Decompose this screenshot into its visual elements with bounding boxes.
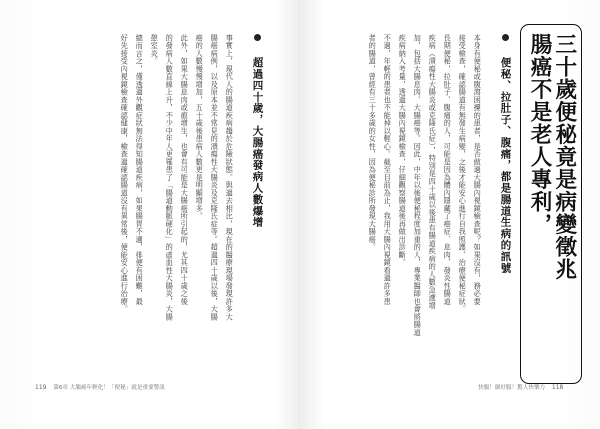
left-body-column-1: 事實上，現代人的腸道疾病趨於危險狀態。與過去相比，現在的醫療現場發現許多大: [225, 34, 235, 321]
left-footer: [30, 383, 165, 391]
left-body-column-5: 的發病人數直線上升，不少中年人更罹患了「腸道動脈硬化」的虛血性大腸炎，大腸: [165, 34, 175, 321]
chapter-title-line-1: 腸癌不是老人專利，: [527, 33, 552, 236]
right-body-column-8: 者的腸道，曾經有三十多歲的女性，因為便秘診所發現大腸癌。: [368, 34, 378, 251]
chapter-title-line-2: 三十歲便秘竟是病變徵兆: [551, 33, 577, 281]
right-body-column-5: 加，包括大腸息肉、大腸癌等。因此，中年以後便秘程度加重的人，專業醫師也會將腸道: [413, 34, 423, 337]
bullet-icon: [502, 34, 509, 41]
right-body-column-7: 不過，年輕的患者也不能掉以輕心。截至目前為止，我用大腸內視鏡看過許多患: [383, 34, 393, 306]
right-body-column-4: 疾病（潰瘍性大腸炎或克隆氏症），特別是四十歲以後患有腸道疾病的人數急遽增: [428, 34, 438, 310]
right-body-column-3: 長期便秘，拉肚子、腹痛的人，可能是因為體內隱藏了癌症、息肉、發炎性腸道: [443, 34, 453, 306]
left-section-heading: [252, 34, 263, 228]
right-body-column-2: 接受檢查，確認腸道有無發生病變，之後才能安心進行自我照護、治療便秘症狀。: [458, 34, 468, 313]
left-body-column-3: 癌的人數慢慢增加，五十歲後患病人數更是明顯增多。: [195, 34, 205, 220]
right-footer: [478, 383, 568, 391]
bullet-icon: [254, 34, 261, 41]
left-body-column-2: 腸癌病例，以及原本並不常見的潰瘍性大腸炎及克隆氏症等。超過四十歲以後，大腸: [210, 34, 220, 321]
left-section-heading-text: 超過四十歲，大腸癌發病人數爆增: [251, 56, 264, 228]
left-body-column-8: 好先接受內視鏡檢查確認健康，檢查過確認腸道沒有異常後，便能安心進行治療。: [120, 34, 130, 313]
left-body-column-4: 此外，如果大腸息肉或瘜增生，也會有可能是大腸癌所引起的，尤其四十歲之後: [180, 34, 190, 306]
right-running-head: 快腸！細好腸！驚人快樂力: [478, 385, 546, 391]
right-section-heading: [500, 34, 511, 274]
chapter-title-box: [520, 24, 582, 384]
page-gutter: [299, 0, 301, 429]
left-body-column-6: 憩室炎。: [150, 34, 160, 65]
left-body-column-7: 總而言之，僅透過外觀症狀無法得知腸道疾病，如果腸胃不適，排便有困難，最: [135, 34, 145, 306]
left-page-number: 119: [35, 384, 47, 391]
left-chapter-title: 大腸癌年輕化！「便秘」就是重要警訊: [69, 385, 165, 391]
right-section-heading-text: 便秘、拉肚子、腹痛，都是腸道生病的訊號: [499, 56, 512, 274]
right-body-column-6: 疾病納入考量，透過大腸內視鏡檢查，仔細觀察腸道後再做出診斷。: [398, 34, 408, 267]
left-chapter-label: 第6章: [53, 385, 68, 391]
right-page-number: 118: [551, 384, 564, 391]
right-body-column-1: 本身有便秘或腹瀉困擾的患者，是否做過大腸內視鏡檢查呢？如果沒有，務必要: [473, 34, 483, 306]
